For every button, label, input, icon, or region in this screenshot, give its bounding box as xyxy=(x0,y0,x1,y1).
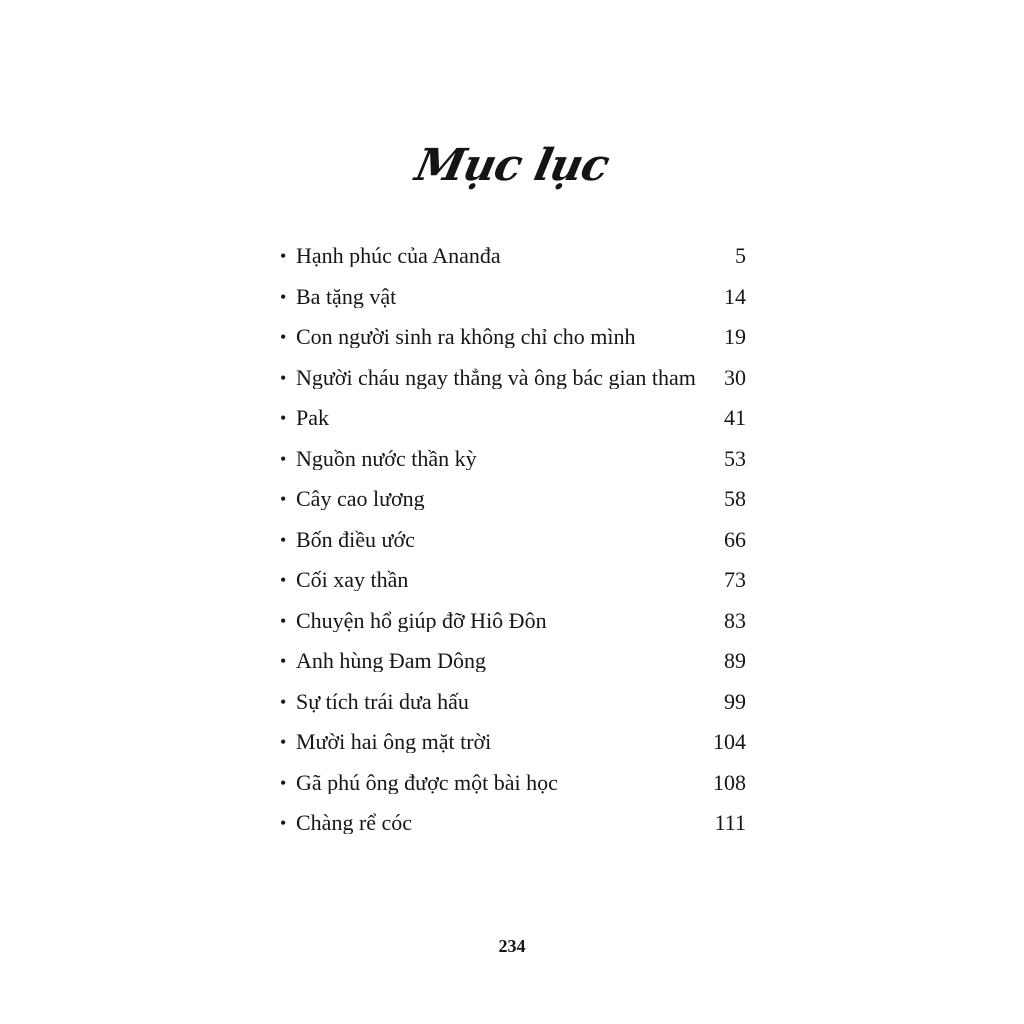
toc-entry xyxy=(280,317,746,358)
entry-page-number: 14 xyxy=(724,283,746,309)
entry-page-number: 111 xyxy=(714,810,746,836)
entry-page-number: 53 xyxy=(724,445,746,471)
toc-entry xyxy=(280,398,746,439)
entry-page-number: 19 xyxy=(724,324,746,350)
entry-title: Chàng rể cóc xyxy=(296,812,413,835)
bullet-icon: • xyxy=(280,691,287,712)
entry-title: Sự tích trái dưa hấu xyxy=(296,690,469,713)
entry-page-number: 66 xyxy=(724,526,746,552)
toc-entry xyxy=(280,763,746,804)
toc-entry xyxy=(280,236,746,277)
bullet-icon: • xyxy=(280,327,287,348)
toc-entry xyxy=(280,682,746,723)
entry-page-number: 41 xyxy=(724,405,746,431)
bullet-icon: • xyxy=(280,813,287,834)
toc-entry xyxy=(280,479,746,520)
entry-page-number: 30 xyxy=(724,364,746,390)
toc-entry xyxy=(280,358,746,399)
bullet-icon: • xyxy=(280,286,287,307)
table-of-contents xyxy=(280,236,746,844)
entry-title: Chuyện hổ giúp đỡ Hiô Đôn xyxy=(296,609,547,632)
bullet-icon: • xyxy=(280,448,287,469)
toc-entry xyxy=(280,560,746,601)
entry-page-number: 108 xyxy=(713,769,746,795)
entry-title: Gã phú ông được một bài học xyxy=(296,771,558,794)
bullet-icon: • xyxy=(280,610,287,631)
entry-page-number: 5 xyxy=(735,243,746,269)
entry-page-number: 89 xyxy=(724,648,746,674)
entry-title: Con người sinh ra không chỉ cho mình xyxy=(296,326,636,349)
bullet-icon: • xyxy=(280,408,287,429)
entry-title: Nguồn nước thần kỳ xyxy=(296,447,477,470)
entry-title: Pak xyxy=(296,407,329,430)
bullet-icon: • xyxy=(280,732,287,753)
bullet-icon: • xyxy=(280,367,287,388)
bullet-icon: • xyxy=(280,489,287,510)
entry-title: Bốn điều ước xyxy=(296,528,415,551)
entry-page-number: 73 xyxy=(724,567,746,593)
toc-heading: Mục lục xyxy=(410,140,614,191)
toc-entry xyxy=(280,803,746,844)
toc-entry xyxy=(280,722,746,763)
entry-title: Cối xay thần xyxy=(296,569,409,592)
toc-entry xyxy=(280,439,746,480)
bullet-icon: • xyxy=(280,651,287,672)
bullet-icon: • xyxy=(280,772,287,793)
entry-page-number: 104 xyxy=(713,729,746,755)
bullet-icon: • xyxy=(280,570,287,591)
entry-title: Hạnh phúc của Ananđa xyxy=(296,245,501,268)
bullet-icon: • xyxy=(280,529,287,550)
entry-page-number: 83 xyxy=(724,607,746,633)
entry-page-number: 99 xyxy=(724,688,746,714)
entry-title: Anh hùng Đam Dông xyxy=(296,650,487,673)
entry-page-number: 58 xyxy=(724,486,746,512)
toc-entry xyxy=(280,641,746,682)
toc-entry xyxy=(280,277,746,318)
entry-title: Cây cao lương xyxy=(296,488,425,511)
toc-entry xyxy=(280,601,746,642)
entry-title: Ba tặng vật xyxy=(296,285,397,308)
entry-title: Người cháu ngay thẳng và ông bác gian tham xyxy=(296,366,696,389)
toc-entry xyxy=(280,520,746,561)
entry-title: Mười hai ông mặt trời xyxy=(296,731,492,754)
bullet-icon: • xyxy=(280,246,287,267)
page-number: 234 xyxy=(498,936,526,956)
